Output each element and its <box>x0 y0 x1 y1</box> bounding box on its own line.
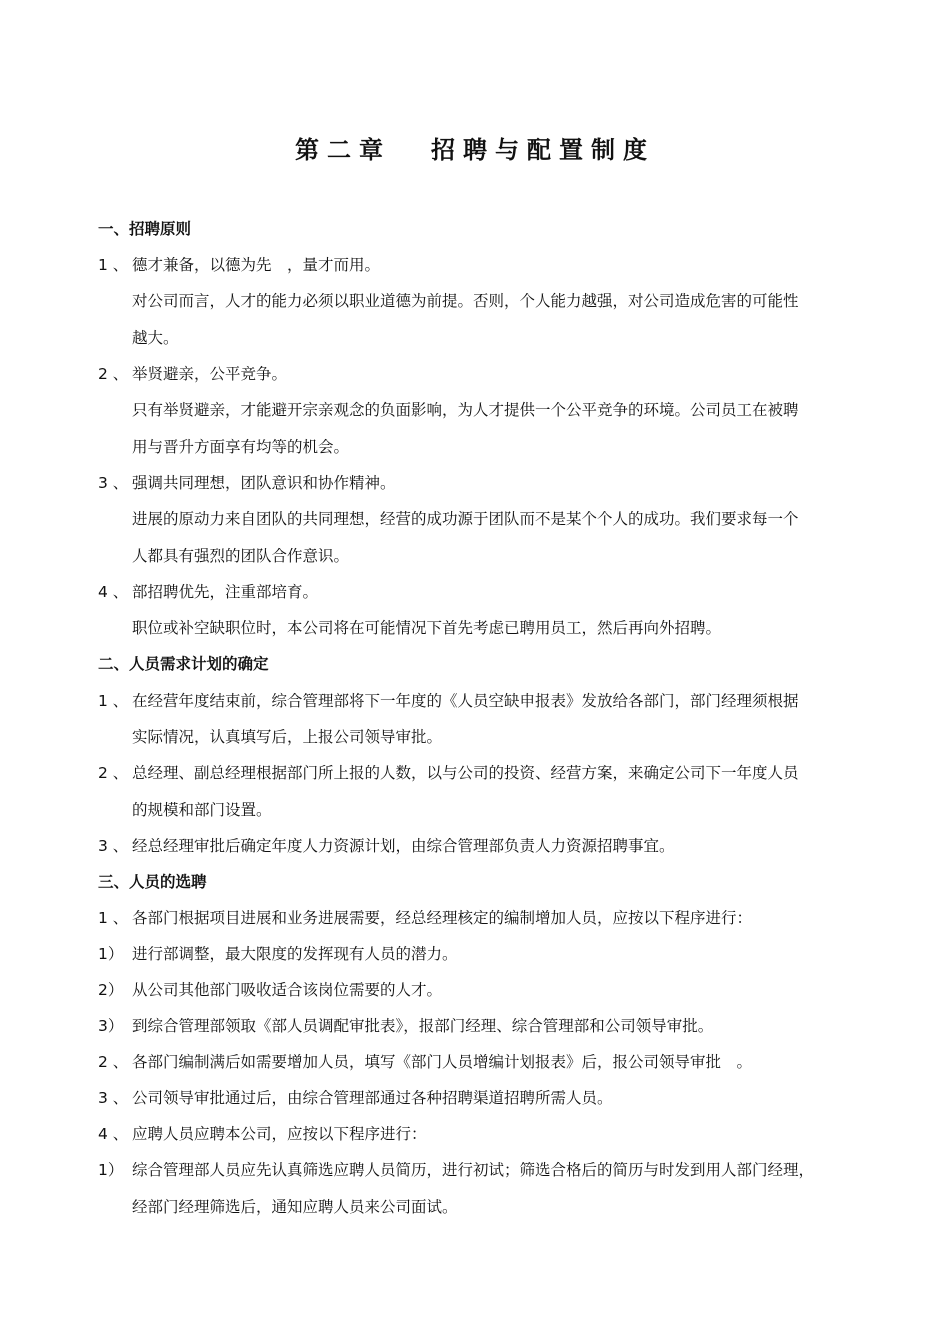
item-description: 进展的原动力来自团队的共同理想，经营的成功源于团队而不是某个个人的成功。我们要求每一个 <box>132 510 799 528</box>
item-text: 综合管理部人员应先认真筛选应聘人员简历，进行初试；筛选合格后的简历与时发到用人部门经理， <box>132 1161 815 1179</box>
item-text: 在经营年度结束前，综合管理部将下一年度的《人员空缺申报表》发放给各部门，部门经理须根据 <box>132 692 799 710</box>
item-description: 职位或补空缺职位时，本公司将在可能情况下首先考虑已聘用员工，然后再向外招聘。 <box>132 619 722 637</box>
chapter-title <box>0 134 950 166</box>
item-text: 从公司其他部门吸收适合该岗位需要的人才。 <box>132 981 443 999</box>
list-item <box>98 254 380 276</box>
item-number: 1） <box>98 945 124 963</box>
list-item <box>98 979 442 1001</box>
item-number: 1 、 <box>98 256 129 274</box>
item-description: 只有举贤避亲，才能避开宗亲观念的负面影响，为人才提供一个公平竞争的环境。公司员工在被聘 <box>132 401 799 419</box>
list-item <box>98 363 287 385</box>
item-number: 1 、 <box>98 692 129 710</box>
item-text: 公司领导审批通过后，由综合管理部通过各种招聘渠道招聘所需人员。 <box>132 1089 613 1107</box>
item-text: 进行部调整，最大限度的发挥现有人员的潜力。 <box>132 945 458 963</box>
item-description: 对公司而言，人才的能力必须以职业道德为前提。否则，个人能力越强，对公司造成危害的可能性 <box>132 292 799 310</box>
item-number: 2 、 <box>98 764 129 782</box>
list-item <box>98 1087 613 1109</box>
list-item <box>98 943 458 965</box>
item-text: 举贤避亲，公平竞争。 <box>132 365 288 383</box>
list-item <box>98 835 675 857</box>
list-item <box>98 581 318 603</box>
item-number: 1 、 <box>98 909 129 927</box>
list-item <box>98 1123 427 1145</box>
item-continuation: 实际情况，认真填写后，上报公司领导审批。 <box>132 728 443 746</box>
item-text: 各部门编制满后如需要增加人员，填写《部门人员增编计划报表》后，报公司领导审批 。 <box>132 1053 753 1071</box>
list-item <box>98 762 799 784</box>
list-item <box>98 1051 752 1073</box>
item-text: 强调共同理想，团队意识和协作精神。 <box>132 474 396 492</box>
item-number: 2 、 <box>98 365 129 383</box>
item-number: 1） <box>98 1161 124 1179</box>
item-number: 3 、 <box>98 1089 129 1107</box>
section-heading: 二、人员需求计划的确定 <box>98 655 269 673</box>
item-text: 到综合管理部领取《部人员调配审批表》，报部门经理、综合管理部和公司领导审批。 <box>132 1017 714 1035</box>
item-text: 各部门根据项目进展和业务进展需要，经总经理核定的编制增加人员，应按以下程序进行： <box>132 909 753 927</box>
item-number: 2） <box>98 981 124 999</box>
item-number: 2 、 <box>98 1053 129 1071</box>
item-text: 德才兼备，以德为先 ，量才而用。 <box>132 256 381 274</box>
item-number: 3 、 <box>98 474 129 492</box>
item-description: 用与晋升方面享有均等的机会。 <box>132 438 350 456</box>
item-continuation: 经部门经理筛选后，通知应聘人员来公司面试。 <box>132 1198 458 1216</box>
section-heading: 一、招聘原则 <box>98 220 192 238</box>
chapter-number: 第二章 <box>295 136 391 164</box>
item-continuation: 的规模和部门设置。 <box>132 801 272 819</box>
item-number: 3 、 <box>98 837 129 855</box>
chapter-name: 招聘与配置制度 <box>431 136 655 164</box>
item-description: 人都具有强烈的团队合作意识。 <box>132 547 350 565</box>
list-item <box>98 1015 713 1037</box>
item-text: 部招聘优先，注重部培育。 <box>132 583 319 601</box>
item-description: 越大。 <box>132 329 179 347</box>
list-item <box>98 907 752 929</box>
list-item <box>98 690 799 712</box>
item-text: 经总经理审批后确定年度人力资源计划，由综合管理部负责人力资源招聘事宜。 <box>132 837 675 855</box>
item-number: 4 、 <box>98 1125 129 1143</box>
section-heading: 三、人员的选聘 <box>98 873 207 891</box>
item-text: 总经理、副总经理根据部门所上报的人数，以与公司的投资、经营方案，来确定公司下一年度人员 <box>132 764 799 782</box>
item-number: 3） <box>98 1017 124 1035</box>
list-item <box>98 472 396 494</box>
item-text: 应聘人员应聘本公司，应按以下程序进行： <box>132 1125 427 1143</box>
list-item <box>98 1159 814 1181</box>
item-number: 4 、 <box>98 583 129 601</box>
